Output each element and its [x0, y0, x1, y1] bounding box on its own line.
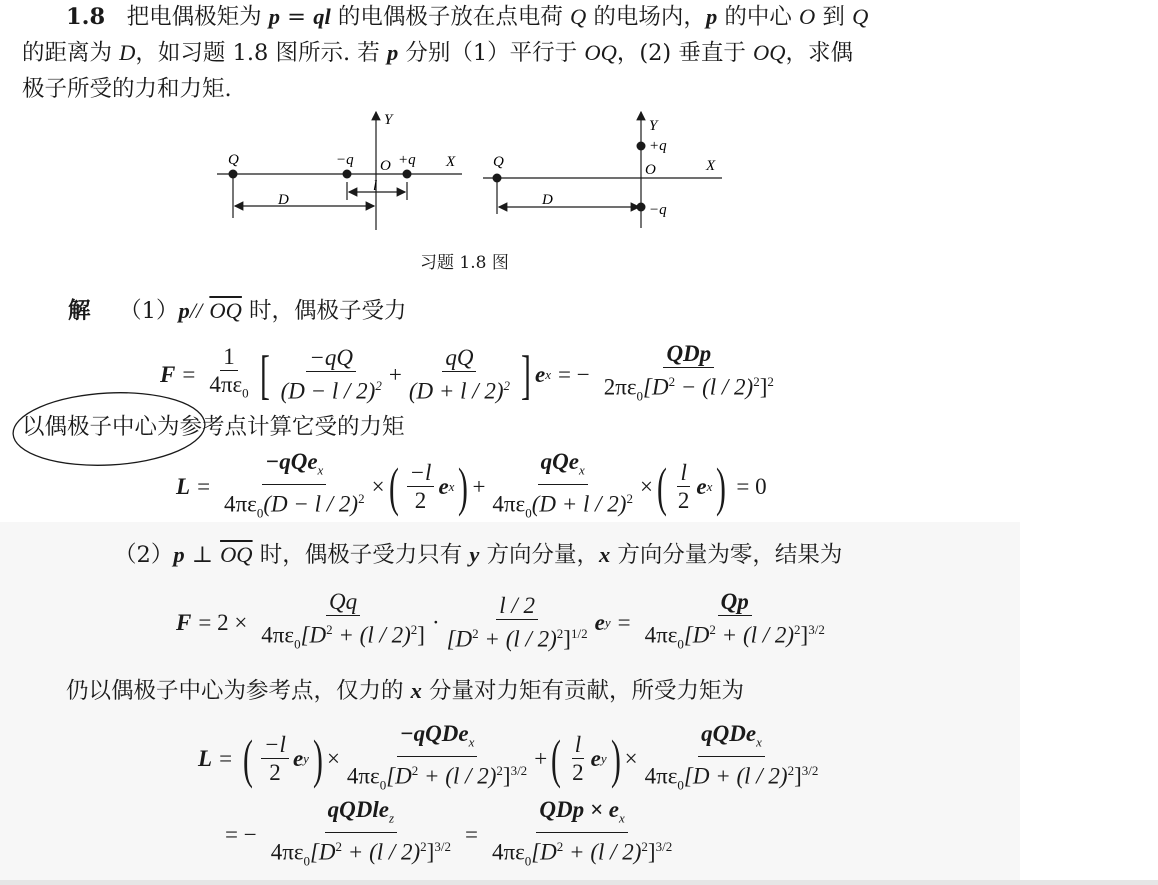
t: −qQe: [265, 449, 318, 474]
text: （1）: [119, 298, 179, 324]
t: 0: [303, 852, 310, 868]
op: ×: [371, 473, 385, 499]
op: ×: [639, 473, 653, 499]
numerator: l / 2: [496, 592, 538, 620]
equation-F1: [160, 340, 781, 409]
t: ]: [426, 839, 435, 865]
t: 4πε: [644, 763, 678, 789]
t: 2: [556, 838, 564, 854]
charge-minus-q-dot: [637, 203, 646, 212]
var: e: [535, 361, 546, 387]
t: ]: [502, 763, 511, 789]
fraction: [489, 796, 675, 874]
numerator: −l: [407, 459, 435, 487]
numerator: l: [572, 731, 584, 759]
t: [D: [386, 763, 412, 789]
fraction: [344, 720, 530, 798]
t: (D + l / 2): [408, 378, 504, 404]
denominator: 2: [269, 760, 281, 786]
figure-left: [217, 112, 462, 230]
t: 2: [641, 838, 648, 854]
charge-Q-dot: [229, 170, 238, 179]
fraction: [221, 448, 368, 526]
var: D: [119, 40, 136, 65]
var: p: [705, 4, 718, 29]
t: 2: [335, 838, 343, 854]
t: ]: [794, 763, 802, 789]
t: 0: [525, 504, 532, 520]
denominator: 2: [677, 488, 690, 514]
label-minus-q: −q: [649, 202, 667, 218]
problem-line-1: [66, 2, 868, 32]
paren: (: [388, 456, 399, 517]
t: 3/2: [510, 762, 528, 778]
var: e: [438, 473, 449, 499]
t: y: [600, 750, 607, 766]
var: e: [590, 745, 601, 771]
var: Q: [852, 4, 869, 29]
op: =: [617, 609, 631, 635]
op: =: [182, 361, 196, 387]
equation-L3: [218, 796, 679, 874]
fraction: [569, 731, 587, 786]
figure-right: [483, 112, 722, 228]
t: (D − l / 2): [263, 491, 359, 517]
t: qQe: [540, 449, 579, 474]
t: 0: [256, 504, 264, 520]
t: x: [545, 366, 552, 382]
op: = 0: [736, 473, 767, 499]
text: 的中心: [717, 4, 799, 30]
denominator: 2: [414, 488, 427, 514]
axis-label-X: X: [446, 154, 456, 170]
fraction: [642, 720, 822, 798]
text: ，(2) 垂直于: [616, 40, 754, 66]
numerator: Qp: [718, 588, 752, 616]
t: 2: [410, 622, 418, 637]
t: 2: [358, 490, 365, 506]
t: 2: [794, 622, 801, 637]
t: − (l / 2): [675, 374, 754, 400]
var: ql: [313, 4, 331, 29]
t: x: [756, 734, 762, 750]
t: x: [468, 734, 475, 750]
t: 4πε: [224, 491, 257, 517]
denominator: [268, 833, 454, 874]
op: ×: [624, 745, 638, 771]
text: 的电偶极子放在点电荷: [330, 4, 571, 30]
t: 0: [242, 385, 249, 401]
t: 2: [420, 838, 427, 854]
denominator: [278, 372, 385, 405]
text: 时，偶极子受力只有: [259, 542, 470, 568]
equation-F2: [176, 588, 832, 657]
numerator: QDp: [663, 340, 714, 368]
t: 4πε: [491, 839, 525, 865]
equation-L1: [176, 448, 767, 526]
op: +: [534, 745, 548, 771]
numerator: −qQ: [306, 344, 356, 372]
denominator: [444, 620, 591, 653]
t: ]: [647, 839, 656, 865]
op: +: [388, 361, 402, 387]
t: 2: [753, 374, 760, 389]
paren: (: [243, 728, 253, 789]
op: = 2 ×: [198, 609, 248, 635]
label-Q: Q: [493, 154, 504, 170]
t: 4πε: [261, 622, 295, 648]
t: 2πε: [603, 374, 637, 400]
t: 4πε: [209, 371, 243, 397]
fraction: [261, 731, 289, 786]
text: 仍以偶极子中心为参考点，仅力的: [66, 678, 411, 704]
label-l: l: [373, 178, 378, 194]
var: Q: [570, 4, 587, 29]
label-D: D: [278, 192, 289, 208]
equation-L2: [198, 720, 825, 798]
denominator: [642, 757, 822, 798]
op: = −: [225, 821, 257, 847]
numerator: [538, 448, 588, 485]
label-minus-q: −q: [336, 152, 354, 168]
text: 分别（1）平行于: [398, 40, 585, 66]
t: 2: [556, 626, 564, 642]
t: 4πε: [644, 622, 678, 648]
t: + (l / 2): [342, 839, 421, 865]
denominator: [258, 616, 428, 657]
var: e: [594, 609, 605, 635]
axis-label-Y: Y: [384, 112, 393, 128]
dipole-figure: [0, 100, 1158, 380]
t: 4πε: [346, 763, 380, 789]
fraction: [258, 588, 428, 657]
text: 到: [815, 4, 853, 30]
t: z: [388, 810, 395, 826]
label-O: O: [645, 162, 656, 178]
t: y: [604, 614, 611, 630]
figure-caption: 习题 1.8 图: [420, 253, 509, 273]
denominator: [489, 833, 675, 874]
problem-line-2: [22, 38, 853, 68]
var: OQ: [584, 40, 617, 65]
numerator: 1: [220, 343, 238, 371]
t: 3/2: [434, 838, 451, 854]
bottom-edge-strip: [0, 880, 1158, 885]
text: 分量对力矩有贡献，所受力矩为: [421, 678, 745, 704]
t: + (l / 2): [715, 622, 795, 648]
t: 3/2: [808, 622, 825, 637]
denominator: 2: [572, 760, 584, 786]
t: [D: [531, 839, 557, 865]
var: y: [469, 542, 480, 567]
label-plus-q: +q: [649, 138, 667, 154]
text: 时，偶极子受力: [249, 298, 407, 324]
t: 2: [668, 374, 676, 389]
text: 的距离为: [22, 40, 120, 66]
var: p: [178, 298, 190, 323]
t: 2: [375, 378, 382, 394]
symbol: ⊥: [191, 542, 213, 568]
torque-reference-text: 以偶极子中心为参考点计算它受的力矩: [22, 414, 405, 440]
axis-label-Y: Y: [649, 118, 658, 134]
fraction: [444, 592, 591, 653]
t: ]: [759, 374, 768, 400]
fraction: [489, 448, 636, 526]
t: 0: [677, 776, 684, 792]
var: L: [198, 745, 213, 771]
text: 把电偶极矩为: [126, 4, 269, 30]
t: x: [448, 478, 455, 494]
fraction: [601, 340, 777, 409]
problem-line-3: 极子所受的力和力矩.: [22, 76, 232, 102]
numerator: [698, 720, 765, 757]
symbol: //: [189, 298, 203, 323]
text: 方向分量为零，结果为: [610, 542, 843, 568]
t: qQDe: [701, 721, 757, 746]
axis-label-X: X: [706, 158, 716, 174]
t: x: [706, 478, 713, 494]
t: 1/2: [570, 626, 588, 642]
charge-plus-q-dot: [403, 170, 412, 179]
numerator: l: [677, 459, 689, 487]
var: $\overline{OQ}$: [209, 298, 242, 323]
var: p: [386, 40, 399, 65]
var: p: [268, 4, 281, 29]
var: x: [599, 542, 611, 567]
t: 0: [524, 852, 532, 868]
paren: ): [312, 728, 323, 789]
text: 方向分量，: [479, 542, 600, 568]
t: [D: [309, 839, 336, 865]
t: + (l / 2): [563, 839, 642, 865]
var: F: [160, 361, 176, 387]
paren: (: [551, 728, 562, 789]
charge-minus-q-dot: [343, 170, 352, 179]
label-Q: Q: [228, 152, 239, 168]
solution-part1-heading: [68, 296, 407, 326]
t: ]: [800, 622, 809, 648]
op: +: [472, 473, 486, 499]
var: x: [410, 678, 422, 703]
problem-number: 1.8: [66, 4, 106, 30]
t: x: [618, 810, 625, 826]
label-O: O: [380, 158, 391, 174]
t: 0: [636, 388, 644, 404]
t: 2: [709, 622, 716, 637]
t: −qQDe: [399, 721, 469, 746]
t: qQDle: [327, 797, 389, 822]
var: F: [176, 609, 192, 635]
t: 2: [472, 626, 479, 642]
text: （2）: [114, 542, 174, 568]
var: OQ: [753, 40, 786, 65]
paren: ): [458, 456, 469, 517]
label-plus-q: +q: [398, 152, 416, 168]
text: 的电场内，: [586, 4, 706, 30]
numerator: [262, 448, 326, 485]
op: =: [464, 821, 478, 847]
t: y: [303, 750, 309, 766]
op: ·: [431, 609, 440, 635]
denominator: [601, 368, 777, 409]
charge-plus-q-dot: [637, 142, 646, 151]
numerator: qQ: [442, 344, 476, 372]
var: p: [173, 542, 185, 567]
fraction: [407, 459, 435, 514]
t: 0: [677, 636, 684, 652]
t: QDp × e: [539, 797, 619, 822]
solution-label: 解: [68, 298, 91, 324]
t: [D: [643, 374, 669, 400]
torque-reference-text-2: [66, 676, 744, 706]
fraction: [278, 344, 385, 405]
bracket: ]: [521, 344, 531, 405]
t: 2: [767, 374, 774, 389]
t: + (l / 2): [332, 622, 411, 648]
t: (D + l / 2): [531, 491, 627, 517]
denominator: [642, 616, 828, 657]
t: ]: [417, 622, 425, 648]
t: 2: [326, 622, 333, 637]
t: (D − l / 2): [280, 378, 376, 404]
op: =: [197, 473, 211, 499]
text: ，求偶: [785, 40, 854, 66]
text: =: [280, 4, 314, 30]
denominator: [406, 372, 513, 405]
charge-Q-dot: [493, 174, 502, 183]
t: x: [317, 462, 324, 478]
t: 4πε: [492, 491, 526, 517]
numerator: [325, 796, 397, 833]
t: [D + (l / 2): [683, 763, 788, 789]
t: x: [578, 462, 585, 478]
var: e: [696, 473, 707, 499]
solution-part2-heading: [114, 540, 842, 570]
bracket: [: [259, 344, 270, 405]
paren: ): [610, 728, 621, 789]
op: ×: [326, 745, 340, 771]
var: e: [292, 745, 304, 771]
var: $\overline{OQ}$: [220, 542, 253, 567]
fraction: [268, 796, 454, 874]
numerator: [536, 796, 627, 833]
t: ]: [563, 626, 571, 652]
numerator: [397, 720, 478, 757]
t: + (l / 2): [418, 763, 497, 789]
t: 2: [626, 490, 633, 506]
op: = −: [558, 361, 590, 387]
fraction: [675, 459, 693, 514]
denominator: [344, 757, 530, 798]
t: 2: [503, 378, 511, 394]
t: 0: [294, 636, 301, 652]
t: 0: [379, 776, 387, 792]
fraction: [406, 344, 513, 405]
t: [D: [300, 622, 327, 648]
numerator: −l: [261, 731, 289, 759]
t: [D: [446, 626, 473, 652]
paren: ): [716, 456, 727, 517]
denominator: [221, 485, 368, 526]
var: O: [799, 4, 816, 29]
label-D: D: [542, 192, 553, 208]
t: 3/2: [801, 762, 819, 778]
var: L: [176, 473, 191, 499]
paren: (: [656, 456, 667, 517]
t: 2: [411, 762, 419, 778]
numerator: Qq: [326, 588, 360, 616]
denominator: [489, 485, 636, 526]
t: 4πε: [270, 839, 304, 865]
fraction: [642, 588, 828, 657]
t: 2: [496, 762, 503, 778]
t: + (l / 2): [478, 626, 557, 652]
t: 3/2: [655, 838, 673, 854]
op: =: [219, 745, 233, 771]
text: ，如习题 1.8 图所示. 若: [135, 40, 387, 66]
t: [D: [683, 622, 710, 648]
t: 2: [787, 762, 795, 778]
